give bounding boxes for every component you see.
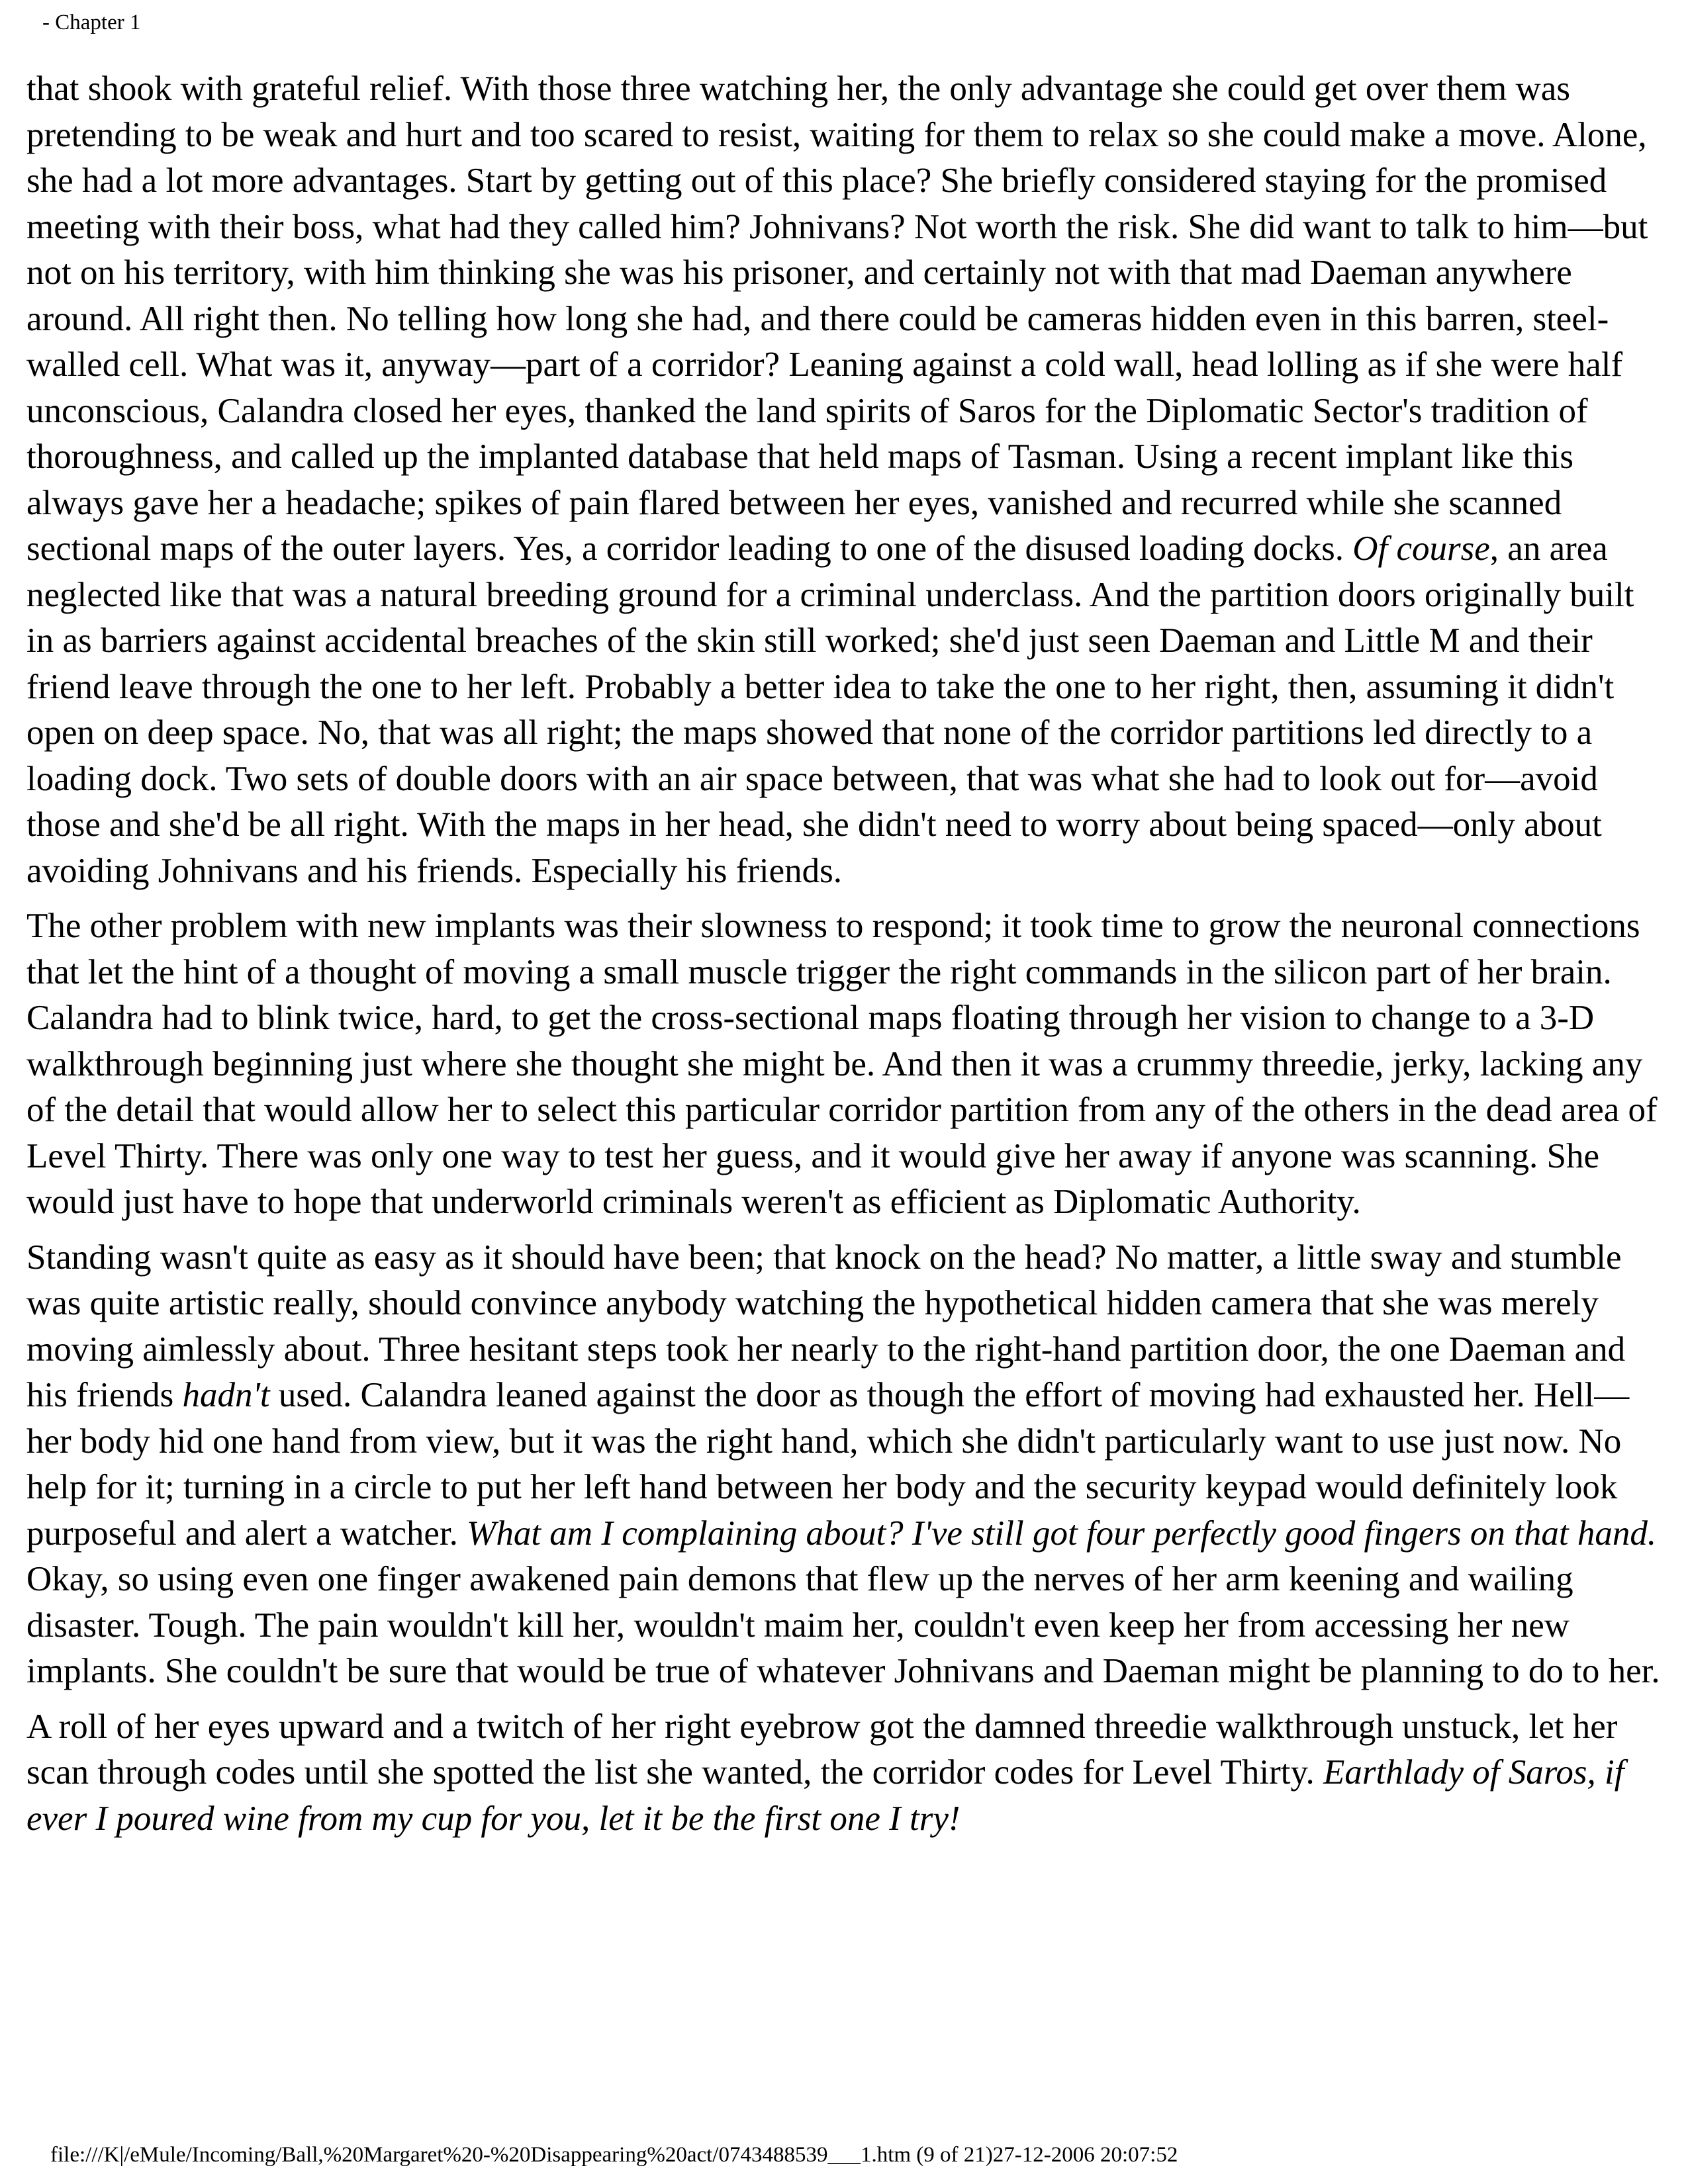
paragraph-3-text-2: used. Calandra leaned against the door as though the effort of moving had exhausted her. Hell—her body hid one hand from view, but it was the right hand, which she didn't particularly want to use just now. No help for it; turning in a circle to put her left hand between her body and the security keypad would definitely look purposeful and alert a watcher. bbox=[26, 1376, 1630, 1553]
chapter-header: - Chapter 1 bbox=[42, 11, 141, 34]
paragraph-1 bbox=[26, 66, 1665, 894]
document-body bbox=[26, 66, 1665, 1851]
paragraph-1-italic-1: Of course bbox=[1352, 529, 1490, 568]
paragraph-1-text-1: that shook with grateful relief. With those three watching her, the only advantage she could get over them was pretending to be weak and hurt and too scared to resist, waiting for them to relax so she could make a move. Alone, she had a lot more advantages. Start by getting out of this place? She briefly considered staying for the promised meeting with their boss, what had they called him? Johnivans? Not worth the risk. She did want to talk to him—but not on his territory, with him thinking she was his prisoner, and certainly not with that mad Daeman anywhere around. All right then. No telling how long she had, and there could be cameras hidden even in this barren, steel-walled cell. What was it, anyway—part of a corridor? Leaning against a cold wall, head lolling as if she were half unconscious, Calandra closed her eyes, thanked the land spirits of Saros for the Diplomatic Sector's tradition of thoroughness, and called up the implanted database that held maps of Tasman. Using a recent implant like this always gave her a headache; spikes of pain flared between her eyes, vanished and recurred while she scanned sectional maps of the outer layers. Yes, a corridor leading to one of the disused loading docks. bbox=[26, 69, 1648, 568]
paragraph-2 bbox=[26, 903, 1665, 1226]
paragraph-3-italic-1: hadn't bbox=[182, 1376, 270, 1414]
paragraph-4-text-1: A roll of her eyes upward and a twitch of her right eyebrow got the damned threedie walkthrough unstuck, let her scan through codes until she spotted the list she wanted, the corridor codes for Level Thirty. bbox=[26, 1707, 1618, 1792]
paragraph-3-text-3: Okay, so using even one finger awakened pain demons that flew up the nerves of her arm keening and wailing disaster. Tough. The pain wouldn't kill her, wouldn't maim her, couldn't even keep her from accessing her new implants. She couldn't be sure that would be true of whatever Johnivans and Daeman might be planning to do to her. bbox=[26, 1560, 1660, 1690]
paragraph-3 bbox=[26, 1235, 1665, 1695]
paragraph-3-text-1: Standing wasn't quite as easy as it should have been; that knock on the head? No matter, a little sway and stumble was quite artistic really, should convince anybody watching the hypothetical hidden camera that she was merely moving aimlessly about. Three hesitant steps took her nearly to the right-hand partition door, the one Daeman and his friends bbox=[26, 1238, 1626, 1414]
paragraph-1-text-2: , an area neglected like that was a natural breeding ground for a criminal underclass. And the partition doors originally built in as barriers against accidental breaches of the skin still worked; she'd just seen Daeman and Little M and their friend leave through the one to her left. Probably a better idea to take the one to her right, then, assuming it didn't open on deep space. No, that was all right; the maps showed that none of the corridor partitions led directly to a loading dock. Two sets of double doors with an air space between, that was what she had to look out for—avoid those and she'd be all right. With the maps in her head, she didn't need to worry about being spaced—only about avoiding Johnivans and his friends. Especially his friends. bbox=[26, 529, 1634, 890]
file-path-footer: file:///K|/eMule/Incoming/Ball,%20Margaret%20-%20Disappearing%20act/0743488539___1.htm (9 of 21)27-12-2006 20:07:52 bbox=[50, 2143, 1178, 2167]
paragraph-4 bbox=[26, 1704, 1665, 1843]
paragraph-4-italic-1: Earthlady of Saros, if ever I poured wine from my cup for you, let it be the first one I try! bbox=[26, 1753, 1624, 1838]
paragraph-2-text-1: The other problem with new implants was their slowness to respond; it took time to grow the neuronal connections that let the hint of a thought of moving a small muscle trigger the right commands in the silicon part of her brain. Calandra had to blink twice, hard, to get the cross-sectional maps floating through her vision to change to a 3-D walkthrough beginning just where she thought she might be. And then it was a crummy threedie, jerky, lacking any of the detail that would allow her to select this particular corridor partition from any of the others in the dead area of Level Thirty. There was only one way to test her guess, and it would give her away if anyone was scanning. She would just have to hope that underworld criminals weren't as efficient as Diplomatic Authority. bbox=[26, 907, 1658, 1221]
paragraph-3-italic-2: What am I complaining about? I've still got four perfectly good fingers on that hand. bbox=[467, 1514, 1657, 1553]
